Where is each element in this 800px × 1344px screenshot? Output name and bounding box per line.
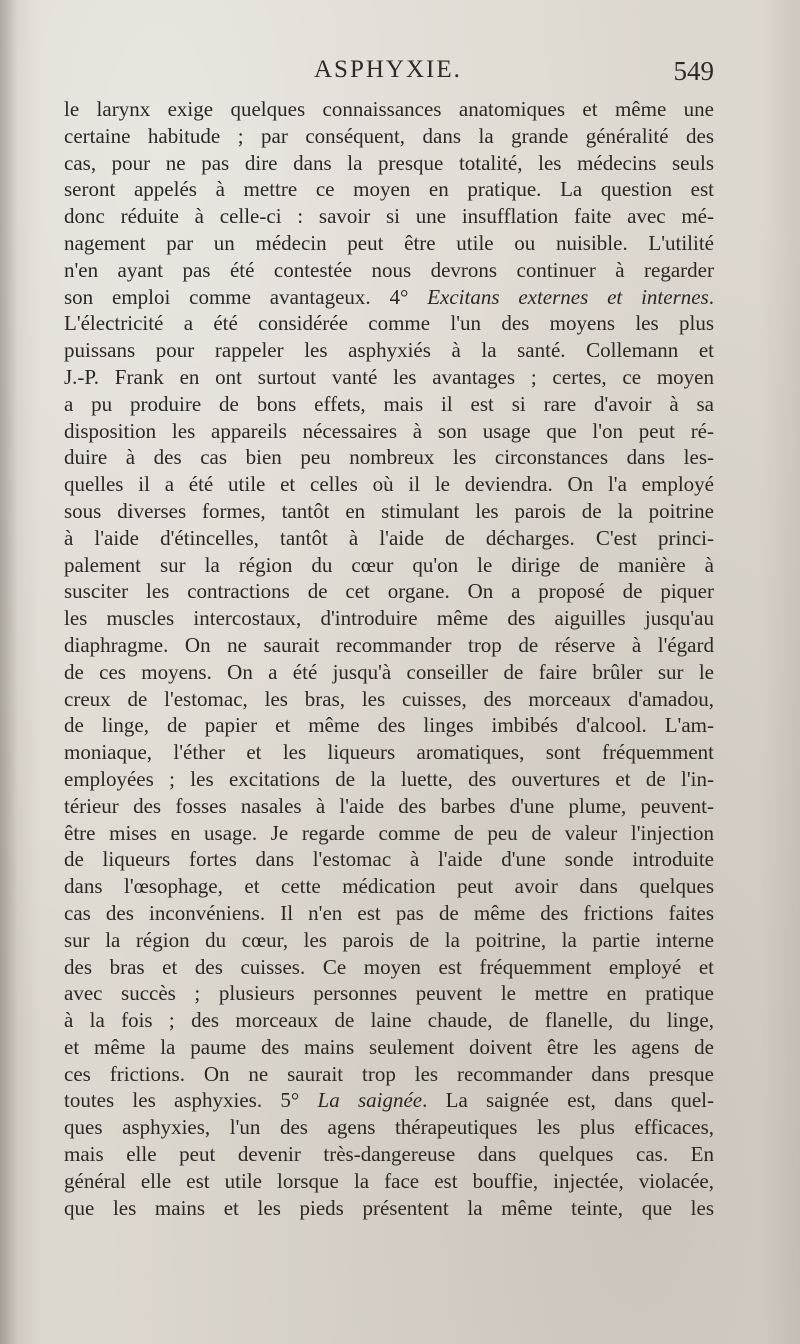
text-line: puissans pour rappeler les asphyxiés à la santé. Collemann et: [64, 338, 714, 363]
italic-heading-excitans: Excitans externes et internes: [427, 284, 709, 309]
text-line-with-italic: [64, 1087, 714, 1114]
text-line: seront appelés à mettre ce moyen en pratique. La question est: [64, 177, 714, 202]
text-line: les muscles intercostaux, d'introduire même des aiguilles jusqu'au: [64, 606, 714, 631]
text-line: et même la paume des mains seulement doivent être les agens de: [64, 1034, 714, 1059]
text-line: térieur des fosses nasales à l'aide des barbes d'une plume, peuvent-: [64, 793, 714, 818]
page-fold-shadow: [0, 0, 18, 1344]
text-segment: toutes les asphyxies. 5°: [64, 1088, 318, 1113]
text-line: sous diverses formes, tantôt en stimulant les parois de la poitrine: [64, 498, 714, 523]
text-line: employées ; les excitations de la luette, des ouvertures et de l'in-: [64, 766, 714, 791]
text-line: avec succès ; plusieurs personnes peuvent le mettre en pratique: [64, 981, 714, 1006]
text-line-with-italic: [64, 284, 714, 311]
text-segment: . La saignée est, dans quel-: [422, 1088, 714, 1113]
text-line: certaine habitude ; par conséquent, dans la grande généralité des: [64, 123, 714, 148]
text-line: J.-P. Frank en ont surtout vanté les avantages ; certes, ce moyen: [64, 364, 714, 389]
text-line: cas des inconvéniens. Il n'en est pas de même des frictions faites: [64, 900, 714, 925]
text-line: cas, pour ne pas dire dans la presque totalité, les médecins seuls: [64, 150, 714, 175]
text-line: mais elle peut devenir très-dangereuse dans quelques cas. En: [64, 1142, 714, 1167]
text-line: a pu produire de bons effets, mais il est si rare d'avoir à sa: [64, 391, 714, 416]
text-line: être mises en usage. Je regarde comme de peu de valeur l'injection: [64, 820, 714, 845]
text-segment: .: [708, 284, 714, 309]
text-line: général elle est utile lorsque la face est bouffie, injectée, violacée,: [64, 1168, 714, 1193]
text-line: dans l'œsophage, et cette médication peut avoir dans quelques: [64, 874, 714, 899]
page-number: 549: [673, 56, 714, 86]
text-line: duire à des cas bien peu nombreux les circonstances dans les-: [64, 445, 714, 470]
page-header: [64, 56, 714, 96]
text-line: ces frictions. On ne saurait trop les recommander dans presque: [64, 1061, 714, 1086]
text-line: n'en ayant pas été contestée nous devrons continuer à regarder: [64, 257, 714, 282]
running-title: ASPHYXIE.: [314, 56, 462, 83]
body-text: [64, 96, 714, 1221]
text-line: de liqueurs fortes dans l'estomac à l'aide d'une sonde introduite: [64, 847, 714, 872]
text-line: creux de l'estomac, les bras, les cuisses, des morceaux d'amadou,: [64, 686, 714, 711]
text-segment: son emploi comme avantageux. 4°: [64, 284, 428, 309]
italic-heading-saignee: La saignée: [317, 1088, 423, 1113]
text-line: L'électricité a été considérée comme l'un des moyens les plus: [64, 311, 714, 336]
text-line: susciter les contractions de cet organe. On a proposé de piquer: [64, 579, 714, 604]
text-line: donc réduite à celle-ci : savoir si une insufflation faite avec mé-: [64, 204, 714, 229]
text-line: palement sur la région du cœur qu'on le dirige de manière à: [64, 552, 714, 577]
text-line: moniaque, l'éther et les liqueurs aromatiques, sont fréquemment: [64, 740, 714, 765]
text-line: sur la région du cœur, les parois de la poitrine, la partie interne: [64, 927, 714, 952]
text-line: disposition les appareils nécessaires à son usage que l'on peut ré-: [64, 418, 714, 443]
text-line: diaphragme. On ne saurait recommander trop de réserve à l'égard: [64, 632, 714, 657]
text-line: de linge, de papier et même des linges imbibés d'alcool. L'am-: [64, 713, 714, 738]
text-line: ques asphyxies, l'un des agens thérapeutiques les plus efficaces,: [64, 1115, 714, 1140]
text-line: à la fois ; des morceaux de laine chaude, de flanelle, du linge,: [64, 1008, 714, 1033]
text-line: nagement par un médecin peut être utile ou nuisible. L'utilité: [64, 230, 714, 255]
text-line: de ces moyens. On a été jusqu'à conseiller de faire brûler sur le: [64, 659, 714, 684]
text-line: quelles il a été utile et celles où il le deviendra. On l'a employé: [64, 472, 714, 497]
text-line: des bras et des cuisses. Ce moyen est fréquemment employé et: [64, 954, 714, 979]
text-line: que les mains et les pieds présentent la même teinte, que les: [64, 1195, 714, 1220]
text-line: le larynx exige quelques connaissances anatomiques et même une: [64, 97, 714, 121]
text-line: à l'aide d'étincelles, tantôt à l'aide de décharges. C'est princi-: [64, 525, 714, 550]
